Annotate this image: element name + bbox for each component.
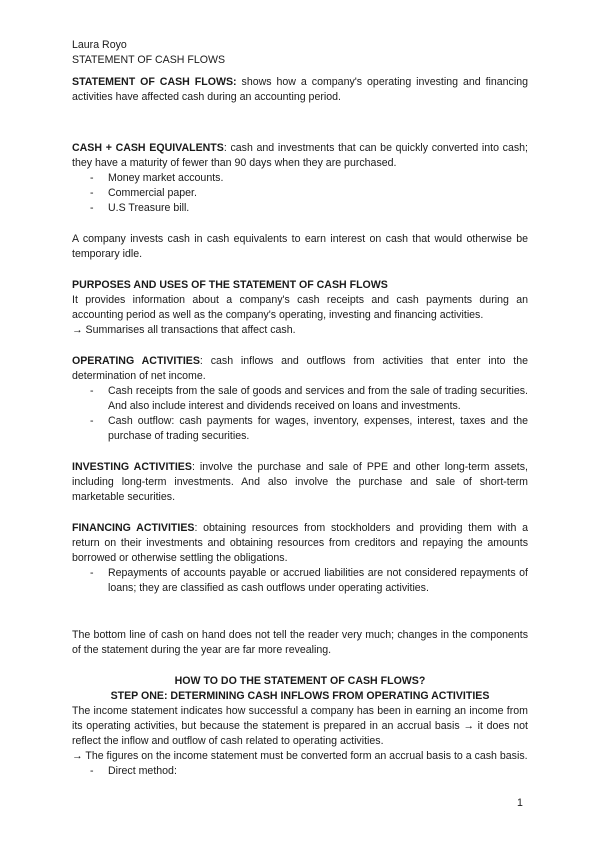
list-item: - Direct method: (90, 764, 528, 779)
cash-equivalents-term: CASH + CASH EQUIVALENTS (72, 142, 224, 154)
purposes-summary: → Summarises all transactions that affect cash. (72, 324, 296, 336)
list-item: - Cash receipts from the sale of goods and services and from the sale of trading securities. And also include interest and dividends received on loans and investments. (90, 384, 528, 414)
cash-equivalents-list (72, 171, 528, 216)
method-list (72, 764, 528, 779)
cash-equivalents-paragraph (72, 141, 528, 171)
operating-text: : cash inflows and outflows from activities that enter into the determination of net income. (72, 355, 529, 382)
investing-paragraph (72, 460, 528, 505)
list-item: - Commercial paper. (90, 186, 528, 201)
how-to-heading: HOW TO DO THE STATEMENT OF CASH FLOWS? (174, 675, 426, 687)
operating-list (72, 384, 528, 444)
financing-list (72, 566, 528, 596)
intro-term: STATEMENT OF CASH FLOWS: (72, 76, 237, 88)
investing-text: : involve the purchase and sale of PPE and other long-term assets, including long-term investments. And also involve the purchase and sale of short-term marketable securities. (72, 461, 528, 503)
list-item: - Cash outflow: cash payments for wages, inventory, expenses, interest, taxes and the purchase of trading securities. (90, 414, 528, 444)
purposes-heading-text: PURPOSES AND USES OF THE STATEMENT OF CASH FLOWS (72, 279, 388, 291)
financing-text: : obtaining resources from stockholders and providing them with a return on their investments and obtaining resources from creditors and repaying the amounts borrowed or otherwise settling the obligations. (72, 522, 528, 564)
page-number: 1 (517, 797, 523, 809)
step-one-heading: STEP ONE: DETERMINING CASH INFLOWS FROM OPERATING ACTIVITIES (110, 690, 490, 702)
cash-equivalents-text: : cash and investments that can be quickly converted into cash; they have a maturity of fewer than 90 days when they are purchased. (72, 142, 528, 169)
intro-paragraph (72, 75, 528, 105)
author-name: Laura Royo (72, 39, 127, 51)
purposes-text: It provides information about a company's cash receipts and cash payments during an accounting period as well as the company's operating, investing and financing activities. (72, 294, 528, 321)
operating-paragraph (72, 354, 528, 384)
list-item: - Repayments of accounts payable or accrued liabilities are not considered repayments of loans; they are classified as cash outflows under operating activities. (90, 566, 528, 596)
investing-term: INVESTING ACTIVITIES (72, 461, 192, 473)
bottom-line-paragraph: The bottom line of cash on hand does not tell the reader very much; changes in the components of the statement during the year are far more revealing. (72, 629, 528, 656)
document-page (72, 38, 528, 779)
financing-paragraph (72, 521, 528, 566)
list-item: - Money market accounts. (90, 171, 528, 186)
how-to-arrow-text: → The figures on the income statement must be converted form an accrual basis to a cash basis. (72, 750, 528, 762)
document-title: STATEMENT OF CASH FLOWS (72, 54, 226, 66)
intro-text: shows how a company's operating investing and financing activities have affected cash during an accounting period. (72, 76, 528, 103)
list-item: - U.S Treasure bill. (90, 201, 528, 216)
operating-term: OPERATING ACTIVITIES (72, 355, 200, 367)
how-to-text: The income statement indicates how successful a company has been in earning an income from its operating activities, but because the statement is prepared in an accrual basis → it does not reflect the inflow and outflow of cash related to operating activities. (72, 705, 528, 747)
purposes-heading (72, 278, 528, 293)
financing-term: FINANCING ACTIVITIES (72, 522, 195, 534)
cash-equivalents-note: A company invests cash in cash equivalents to earn interest on cash that would otherwise be temporary idle. (72, 233, 528, 260)
